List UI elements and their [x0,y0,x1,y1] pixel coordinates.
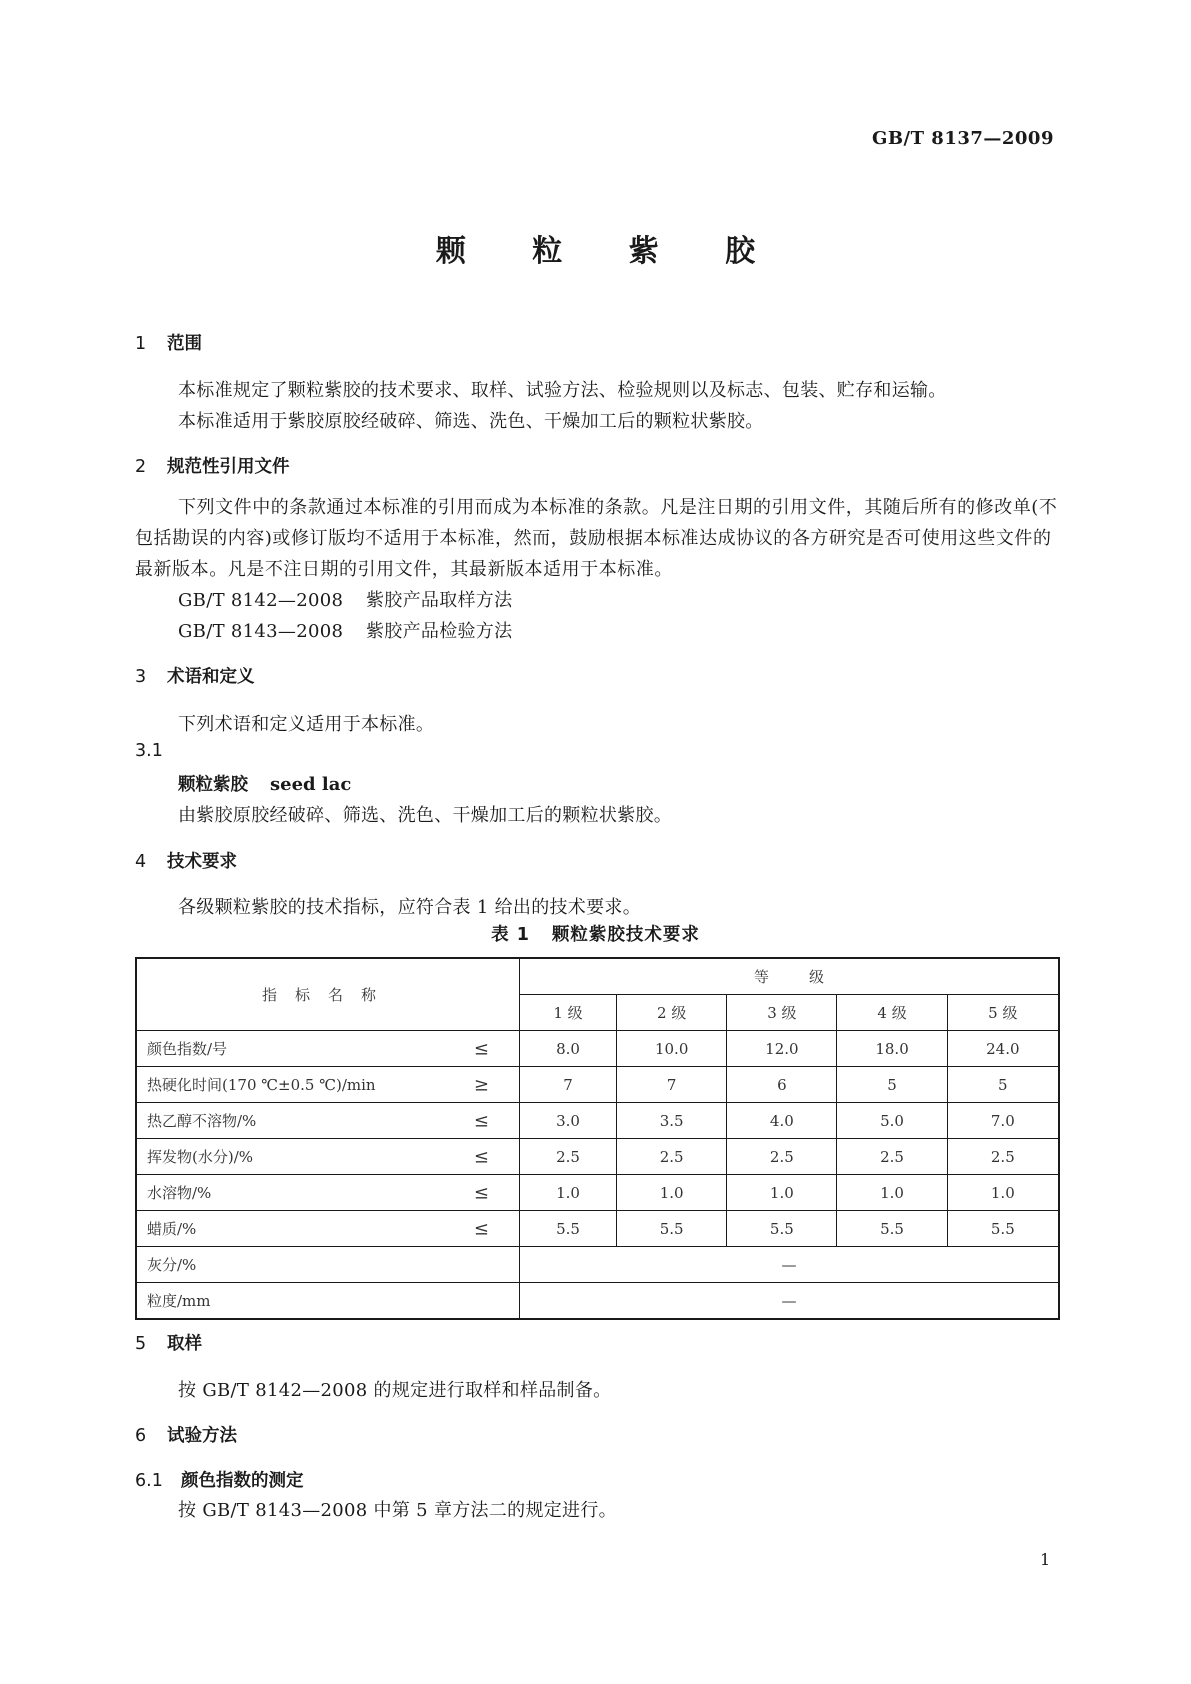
grade-header-cell: 1 级 [520,995,617,1031]
value-cell: 10.0 [617,1031,727,1067]
reference-item [178,617,512,643]
document-title: 颗 粒 紫 胶 [435,234,784,269]
grade-header-cell: 5 级 [947,995,1059,1031]
section-title: 试验方法 [167,1426,237,1446]
term-chinese: 颗粒紫胶 [178,775,248,795]
section-number: 5 [135,1334,147,1354]
section-1-paragraph-1: 本标准规定了颗粒紫胶的技术要求、取样、试验方法、检验规则以及标志、包装、贮存和运输。 [178,380,947,401]
section-title: 规范性引用文件 [167,457,290,477]
section-number: 4 [135,852,147,872]
merged-value-cell: — [520,1283,1060,1320]
technical-requirements-table [135,957,1060,1320]
value-cell: 4.0 [727,1103,837,1139]
comparison-symbol: ≤ [473,1182,489,1203]
comparison-symbol: ≤ [473,1218,489,1239]
section-number: 3 [135,667,147,687]
section-title: 术语和定义 [167,667,255,687]
value-cell: 5 [947,1067,1059,1103]
reference-item [178,586,512,612]
value-cell: 2.5 [727,1139,837,1175]
value-cell: 7.0 [947,1103,1059,1139]
table-title: 颗粒紫胶技术要求 [551,925,700,945]
grade-header-cell: 3 级 [727,995,837,1031]
section-3-paragraph: 下列术语和定义适用于本标准。 [178,714,435,735]
indicator-name: 蜡质/% [147,1220,197,1238]
page-number: 1 [1040,1550,1051,1569]
value-cell: 1.0 [837,1175,947,1211]
value-cell: 1.0 [947,1175,1059,1211]
value-cell: 7 [617,1067,727,1103]
section-4-paragraph: 各级颗粒紫胶的技术指标，应符合表 1 给出的技术要求。 [178,897,641,918]
term-english: seed lac [270,774,352,795]
comparison-symbol: ≤ [473,1110,489,1131]
section-1-paragraph-2: 本标准适用于紫胶原胶经破碎、筛选、洗色、干燥加工后的颗粒状紫胶。 [178,411,764,432]
section-6-1-paragraph: 按 GB/T 8143—2008 中第 5 章方法二的规定进行。 [178,1500,617,1521]
table-header-row [136,958,1059,995]
section-number: 2 [135,457,147,477]
term-entry [178,771,351,796]
value-cell: 12.0 [727,1031,837,1067]
section-number: 1 [135,334,147,354]
indicator-name: 热乙醇不溶物/% [147,1112,257,1130]
indicator-name-cell [136,1175,520,1211]
value-cell: 3.5 [617,1103,727,1139]
grade-header-cell: 4 级 [837,995,947,1031]
value-cell: 6 [727,1067,837,1103]
value-cell: 8.0 [520,1031,617,1067]
indicator-name: 水溶物/% [147,1184,212,1202]
section-number: 6 [135,1426,147,1446]
table-row [136,1175,1059,1211]
section-title: 范围 [167,334,202,354]
table-row [136,1283,1059,1320]
indicator-name-cell [136,1139,520,1175]
section-3-heading [135,663,255,688]
comparison-symbol: ≤ [473,1146,489,1167]
value-cell: 3.0 [520,1103,617,1139]
value-cell: 5.5 [520,1211,617,1247]
section-6-heading [135,1422,237,1447]
section-5-heading [135,1330,202,1355]
value-cell: 2.5 [520,1139,617,1175]
section-4-heading [135,848,237,873]
table-row [136,1031,1059,1067]
section-2-heading [135,453,290,478]
section-2-paragraph: 下列文件中的条款通过本标准的引用而成为本标准的条款。凡是注日期的引用文件，其随后所有的修改单(不包括勘误的内容)或修订版均不适用于本标准，然而，鼓励根据本标准达成协议的各方研究是否可使用这些文件的最新版本。凡是不注日期的引用文件，其最新版本适用于本标准。 [135,497,1058,580]
indicator-name-cell [136,1103,520,1139]
subsection-title: 颜色指数的测定 [181,1471,304,1491]
reference-name: 紫胶产品检验方法 [366,621,513,642]
indicator-name-cell [136,1211,520,1247]
section-title: 取样 [167,1334,202,1354]
section-1-heading [135,330,202,355]
indicator-name-cell: 灰分/% [136,1247,520,1283]
table-number: 表 1 [491,925,530,945]
subsection-3-1-number: 3.1 [135,741,163,761]
value-cell: 2.5 [947,1139,1059,1175]
section-5-paragraph: 按 GB/T 8142—2008 的规定进行取样和样品制备。 [178,1380,612,1401]
table-row [136,1067,1059,1103]
indicator-name-cell: 粒度/mm [136,1283,520,1320]
header-grade: 等级 [520,958,1060,995]
indicator-name-cell [136,1067,520,1103]
indicator-name-cell [136,1031,520,1067]
merged-value-cell: — [520,1247,1060,1283]
value-cell: 2.5 [617,1139,727,1175]
table-row [136,1247,1059,1283]
indicator-name: 热硬化时间(170 ℃±0.5 ℃)/min [147,1076,376,1094]
indicator-name: 颜色指数/号 [147,1040,228,1058]
comparison-symbol: ≥ [473,1074,489,1095]
value-cell: 24.0 [947,1031,1059,1067]
value-cell: 1.0 [727,1175,837,1211]
value-cell: 5.5 [727,1211,837,1247]
reference-name: 紫胶产品取样方法 [366,590,513,611]
value-cell: 7 [520,1067,617,1103]
value-cell: 1.0 [617,1175,727,1211]
comparison-symbol: ≤ [473,1038,489,1059]
value-cell: 5.5 [837,1211,947,1247]
value-cell: 18.0 [837,1031,947,1067]
value-cell: 5.5 [947,1211,1059,1247]
subsection-number: 6.1 [135,1471,163,1491]
grade-header-cell: 2 级 [617,995,727,1031]
subsection-6-1-heading [135,1467,304,1492]
header-indicator-name: 指标名称 [136,958,520,1031]
value-cell: 2.5 [837,1139,947,1175]
table-row [136,1103,1059,1139]
term-definition: 由紫胶原胶经破碎、筛选、洗色、干燥加工后的颗粒状紫胶。 [178,805,673,826]
value-cell: 1.0 [520,1175,617,1211]
value-cell: 5 [837,1067,947,1103]
table-caption [0,921,1191,946]
table-row [136,1139,1059,1175]
indicator-name: 挥发物(水分)/% [147,1148,254,1166]
standard-code: GB/T 8137—2009 [871,128,1054,149]
value-cell: 5.5 [617,1211,727,1247]
section-title: 技术要求 [167,852,237,872]
reference-code: GB/T 8143—2008 [178,621,344,642]
reference-code: GB/T 8142—2008 [178,590,344,611]
value-cell: 5.0 [837,1103,947,1139]
table-row [136,1211,1059,1247]
